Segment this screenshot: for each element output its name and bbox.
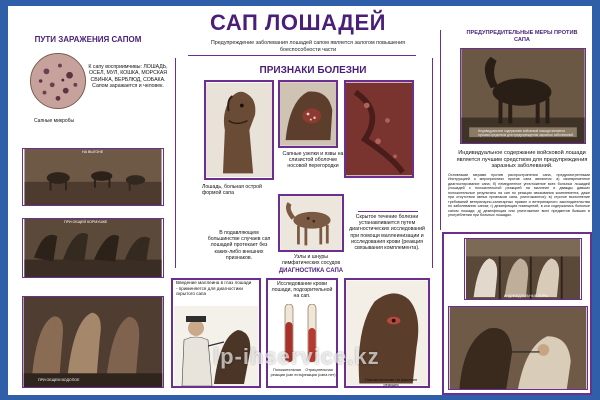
prevention-main-text: Индивидуальное содержание войсковой лошади является лучшим средством для предупреждения заразных заболеваний. <box>456 150 588 170</box>
right-column-divider <box>432 58 433 268</box>
caption-nasal-ulcers: Сапные узелки и язвы на слизистой оболочке носовой перегородки <box>282 151 344 170</box>
microbes-label: Сапные микробы <box>34 118 75 124</box>
feeder-drawing <box>23 219 163 277</box>
tube-positive-label: Положительная реакция (сап есть) <box>270 368 304 377</box>
microbes-drawing <box>31 54 85 108</box>
eye-reaction-label: Положительная на маллеин реакция <box>364 377 418 387</box>
blood-test-text: Исследование крови лошади, подозрительной на сап. <box>271 281 333 300</box>
photo-common-watering <box>22 296 164 388</box>
veterinary-check-drawing <box>449 307 587 389</box>
individual-stalls-label: ИНДИВИДУАЛЬНЫЕ ЛОРЫ <box>503 294 549 298</box>
poster <box>8 6 592 395</box>
microbes-image <box>30 53 86 109</box>
watering-drawing <box>23 297 163 387</box>
photo-pasture <box>22 148 164 206</box>
photo-nasal-ulcers <box>278 80 338 148</box>
photo-eye-reaction <box>344 278 430 388</box>
nasal-septum-drawing <box>346 82 412 176</box>
page-subtitle: Предупреждение заболевания лошадей сапом является залогом повышения боеспособности части <box>210 40 406 53</box>
lymph-nodes-drawing <box>280 196 342 250</box>
prevention-divider <box>440 30 441 230</box>
caption-majority: В подавляющем большинстве случаев сап лошадей протекает без каких-либо внешних признаков. <box>207 230 271 261</box>
caption-hidden-course: Скрытое течение болезни устанавливается путем диагностических исследований при помощи маллеинизации и исследования крови (реакция связывания комплемента). <box>349 214 425 252</box>
signs-heading: ПРИЗНАКИ БОЛЕЗНИ <box>259 65 367 76</box>
left-column-divider <box>175 58 176 268</box>
title-divider <box>188 55 416 56</box>
caption-lymph-nodes: Узлы и шнуры лимфатических сосудов <box>281 254 341 267</box>
stall-photo-caption: Индивидуальное содержание войсковой лошади является лучшим средством для предупреждения заразных заболеваний. <box>478 129 574 137</box>
watermark: lp-ihservice.kz <box>213 344 380 369</box>
sick-horse-drawing <box>206 82 272 178</box>
photo-nasal-septum <box>344 80 414 178</box>
mallein-text: Введение маллеина в глаз лошади - применяется для диагностики скрытого сапа <box>176 280 252 297</box>
page-title: САП ЛОШАДЕЙ <box>210 10 386 35</box>
susceptible-animals-text: К сапу восприимчивы: ЛОШАДЬ, ОСЕЛ, МУЛ, КОШКА, МОРСКАЯ СВИНКА, ВЕРБЛЮД, СОБАКА. Сапом заражается и человек. <box>88 64 168 90</box>
photo-pasture-label: НА ВЫГОНЕ <box>82 150 104 154</box>
photo-veterinary-check <box>448 306 588 390</box>
hidden-course-rule <box>358 211 418 212</box>
infection-heading: ПУТИ ЗАРАЖЕНИЯ САПОМ <box>34 35 142 44</box>
diagnostics-heading: ДИАГНОСТИКА САПА <box>278 268 344 274</box>
caption-sick-horse: Лошадь, больная острой формой сапа <box>202 184 262 197</box>
photo-individual-stalls <box>464 238 582 300</box>
nasal-ulcers-drawing <box>280 82 336 146</box>
photo-lymph-nodes <box>278 194 344 252</box>
photo-common-feeder <box>22 218 164 278</box>
prevention-body-text: Основными мерами против распространения сапа, предусмотренными Инструкцией о мероприятиях против сапа являются: а) своевременное диагностирование сапа; б) немедленное уничтожение всех больных лошадей (лошадей с положительной реакцией на маллеин и дважды давших положительные результаты на сап по реакции связывания комплемента, даже при отсутствии явных признаков сапа, уничтожаются); в) строгое выполнение требований ветеринарно-санитарных правил и ветеринарного законодательства по заболеванию сапом; г) дезинфекция помещений, в кои содержались больные сапом лошади; д) дезинфекция или уничтожение всех предметов бывших в употреблении при больных лошадях. <box>448 173 590 218</box>
eye-reaction-drawing <box>346 280 428 386</box>
photo-watering-label: ПРИ ОБЩЕМ ВОДОПОЕ <box>38 378 80 382</box>
individual-stalls-drawing <box>465 239 581 299</box>
photo-sick-horse <box>204 80 274 180</box>
photo-feeder-label: ПРИ ОБЩЕЙ КОРМУШКЕ <box>64 220 108 224</box>
prevention-heading: ПРЕДУПРЕДИТЕЛЬНЫЕ МЕРЫ ПРОТИВ САПА <box>466 30 578 43</box>
pasture-drawing <box>23 149 163 205</box>
tube-negative-label: Отрицательная реакция (сапа нет) <box>302 368 336 377</box>
